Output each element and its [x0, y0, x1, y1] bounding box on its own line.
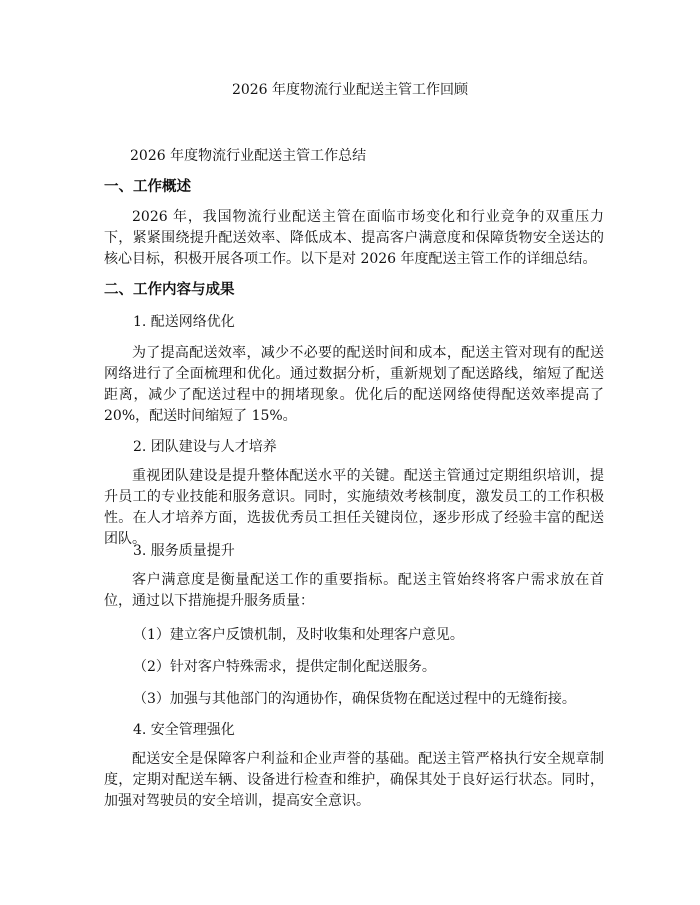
safety-management-paragraph: 配送安全是保障客户利益和企业声誉的基础。配送主管严格执行安全规章制度，定期对配送车辆、设备进行检查和维护，确保其处于良好运行状态。同时，加强对驾驶员的安全培训，提高安全意识。 — [104, 751, 604, 809]
section-heading-content: 二、工作内容与成果 — [104, 282, 235, 298]
subheading-network-optimization: 1. 配送网络优化 — [133, 314, 235, 330]
overview-paragraph: 2026 年，我国物流行业配送主管在面临市场变化和行业竞争的双重压力下，紧紧围绕提升配送效率、降低成本、提高客户满意度和保障货物安全送达的核心目标，积极开展各项工作。以下是对 2026 年度配送主管工作的详细总结。 — [104, 209, 604, 267]
list-item: （2）针对客户特殊需求，提供定制化配送服务。 — [133, 659, 436, 675]
service-quality-paragraph: 客户满意度是衡量配送工作的重要指标。配送主管始终将客户需求放在首位，通过以下措施提升服务质量： — [104, 572, 604, 609]
network-optimization-paragraph: 为了提高配送效率，减少不必要的配送时间和成本，配送主管对现有的配送网络进行了全面梳理和优化。通过数据分析，重新规划了配送路线，缩短了配送距离，减少了配送过程中的拥堵现象。优化后的配送网络使得配送效率提高了 20%，配送时间缩短了 15%。 — [104, 345, 604, 424]
subheading-team-building: 2. 团队建设与人才培养 — [133, 439, 277, 455]
team-building-paragraph: 重视团队建设是提升整体配送水平的关键。配送主管通过定期组织培训，提升员工的专业技能和服务意识。同时，实施绩效考核制度，激发员工的工作积极性。在人才培养方面，选拔优秀员工担任关键岗位，逐步形成了经验丰富的配送团队。 — [104, 468, 604, 547]
document-title: 2026 年度物流行业配送主管工作回顾 — [231, 82, 469, 98]
list-item: （3）加强与其他部门的沟通协作，确保货物在配送过程中的无缝衔接。 — [133, 691, 576, 707]
subheading-safety-management: 4. 安全管理强化 — [133, 722, 235, 738]
document-subtitle: 2026 年度物流行业配送主管工作总结 — [130, 148, 367, 164]
subheading-service-quality: 3. 服务质量提升 — [133, 543, 235, 559]
list-item: （1）建立客户反馈机制，及时收集和处理客户意见。 — [133, 627, 464, 643]
section-heading-overview: 一、工作概述 — [104, 179, 191, 195]
